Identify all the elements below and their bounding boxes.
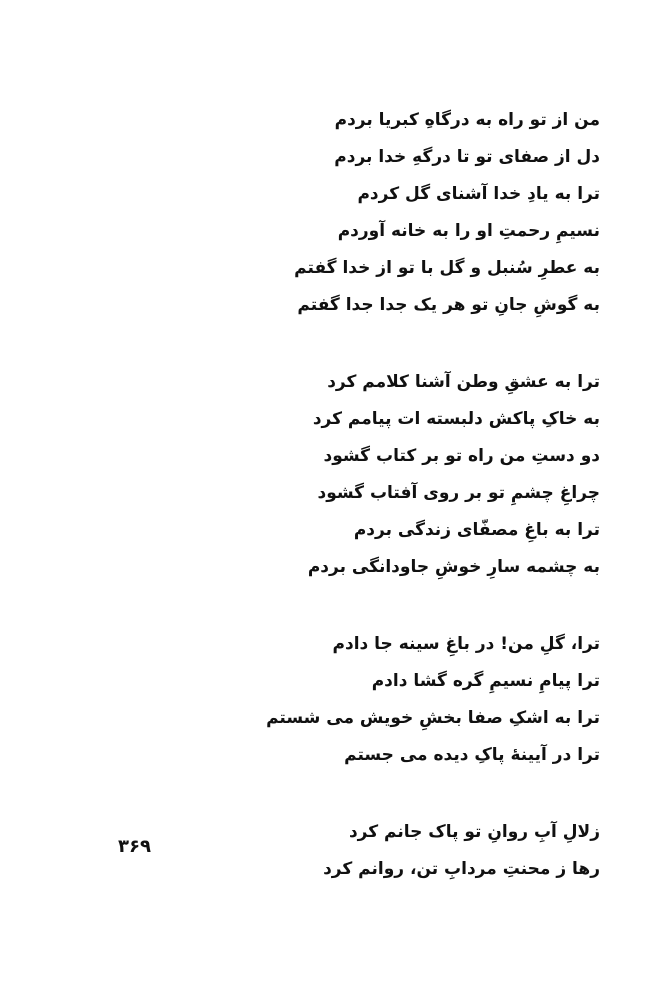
stanza-2 (280, 364, 600, 586)
verse-line: به چشمه سارِ خوشِ جاودانگی بردم (307, 557, 600, 577)
verse-line: دل از صفای تو تا درگهِ خدا بردم (334, 147, 600, 167)
verse-line: ترا به عشقِ وطن آشنا کلامم کرد (327, 372, 600, 392)
verse-line: به خاکِ پاکش دلبسته ات پیامم کرد (312, 409, 600, 429)
verse-line: چراغِ چشمِ تو بر روی آفتاب گشود (317, 483, 600, 503)
verse-line: به گوشِ جانِ تو هر یک جدا جدا گفتم (297, 295, 600, 315)
stanza-1 (280, 102, 600, 324)
verse-line: ترا به اشکِ صفا بخشِ خویش می شستم (266, 708, 600, 728)
verse-line: ترا در آیینهٔ پاکِ دیده می جستم (344, 745, 600, 765)
verse-line: دو دستِ من راه تو بر کتاب گشود (323, 446, 600, 466)
verse-line: نسیمِ رحمتِ او را به خانه آوردم (337, 221, 600, 241)
stanza-4 (280, 814, 600, 888)
verse-line: من از تو راه به درگاهِ کبریا بردم (334, 110, 600, 130)
verse-line: به عطرِ سُنبل و گل با تو از خدا گفتم (294, 258, 600, 278)
verse-line: ترا به باغِ مصفّای زندگی بردم (353, 520, 600, 540)
verse-line: ترا به یادِ خدا آشنای گل کردم (357, 184, 600, 204)
stanza-3 (266, 626, 600, 774)
verse-line: زلالِ آبِ روانِ تو پاک جانم کرد (348, 822, 600, 842)
page-number: ۳۶۹ (118, 836, 151, 857)
verse-line: رها ز محنتِ مردابِ تن، روانم کرد (323, 859, 600, 879)
poem (266, 102, 600, 888)
verse-line: ترا، گلِ من! در باغِ سینه جا دادم (332, 634, 600, 654)
verse-line: ترا پیامِ نسیمِ گره گشا دادم (371, 671, 600, 691)
